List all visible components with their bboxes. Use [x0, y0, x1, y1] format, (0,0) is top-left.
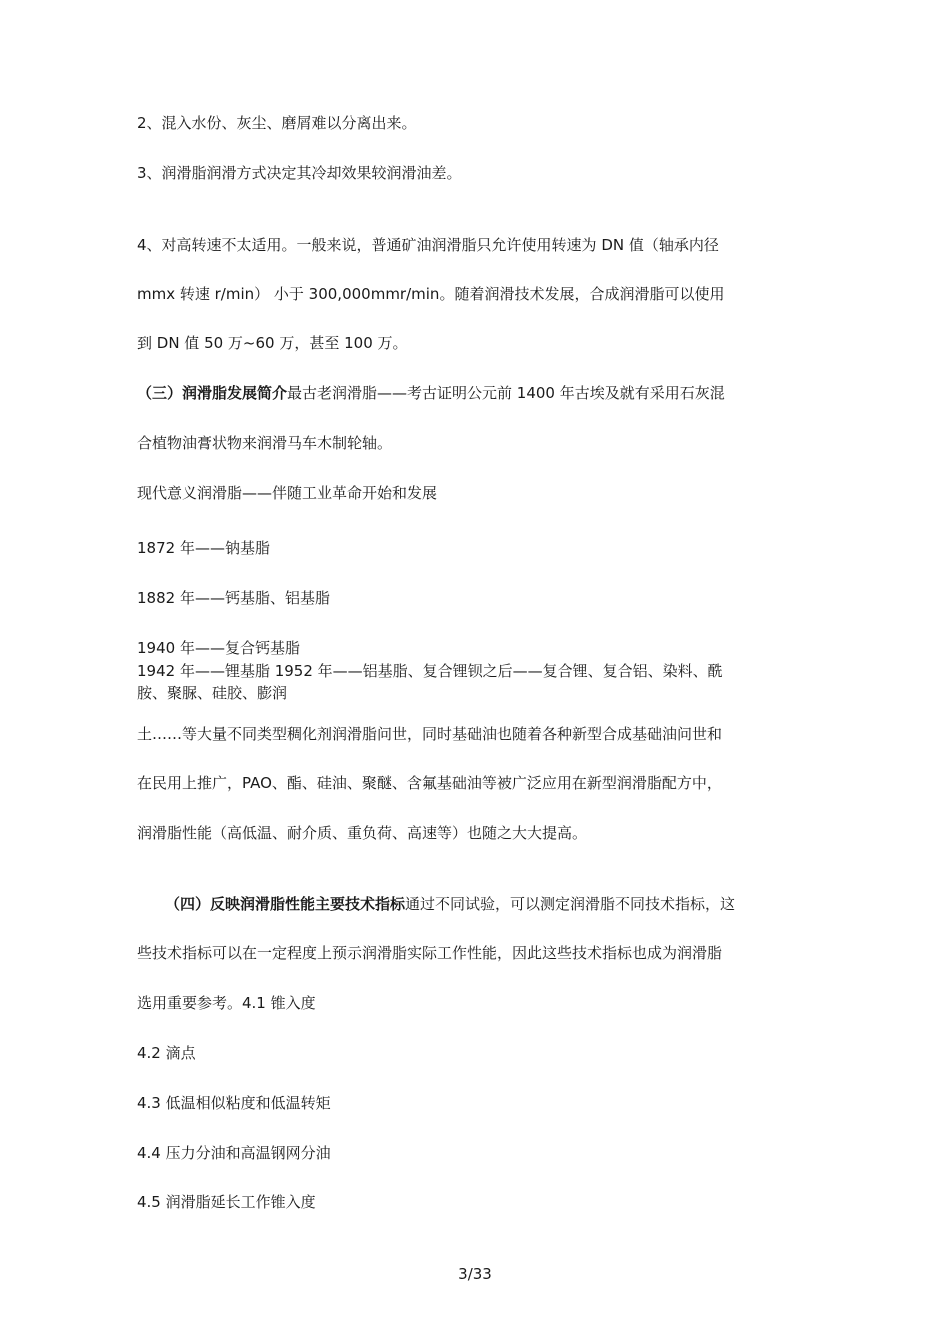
section-4-intro: 通过不同试验，可以测定润滑脂不同技术指标，这 [405, 895, 736, 913]
timeline-1882: 1882 年——钙基脂、铝基脂 [137, 589, 330, 607]
section-3-para-line-3: 润滑脂性能（高低温、耐介质、重负荷、高速等）也随之大大提高。 [137, 824, 588, 842]
timeline-1942-line-1: 1942 年——锂基脂 1952 年——铝基脂、复合锂钡之后——复合锂、复合铝、染料、酰 [137, 662, 723, 680]
section-4-first-line [165, 894, 735, 914]
section-3-line-2: 合植物油膏状物来润滑马车木制轮轴。 [137, 434, 393, 452]
indicator-4-2: 4.2 滴点 [137, 1044, 196, 1062]
section-3-para-line-1: 土……等大量不同类型稠化剂润滑脂问世，同时基础油也随着各种新型合成基础油问世和 [137, 725, 723, 743]
section-4-line-2: 些技术指标可以在一定程度上预示润滑脂实际工作性能，因此这些技术指标也成为润滑脂 [137, 944, 723, 962]
section-4-heading: （四）反映润滑脂性能主要技术指标 [165, 895, 406, 913]
section-3-heading: （三）润滑脂发展简介 [137, 384, 288, 402]
list-item-4-line-3: 到 DN 值 50 万~60 万，甚至 100 万。 [137, 334, 408, 352]
section-3-modern: 现代意义润滑脂——伴随工业革命开始和发展 [137, 484, 438, 502]
list-item-2: 2、混入水份、灰尘、磨屑难以分离出来。 [137, 114, 417, 132]
page-number: 3/33 [458, 1265, 492, 1283]
timeline-1872: 1872 年——钠基脂 [137, 539, 270, 557]
section-4-line-3: 选用重要参考。4.1 锥入度 [137, 994, 316, 1012]
list-item-3: 3、润滑脂润滑方式决定其冷却效果较润滑油差。 [137, 164, 462, 182]
indicator-4-5: 4.5 润滑脂延长工作锥入度 [137, 1193, 316, 1211]
list-item-4-line-2: mmx 转速 r/min） 小于 300,000mmr/min。随着润滑技术发展，合成润滑脂可以使用 [137, 285, 725, 303]
section-3-intro: 最古老润滑脂——考古证明公元前 1400 年古埃及就有采用石灰混 [287, 384, 725, 402]
indicator-4-3: 4.3 低温相似粘度和低温转矩 [137, 1094, 331, 1112]
section-3-first-line [137, 383, 725, 403]
indicator-4-4: 4.4 压力分油和高温钢网分油 [137, 1144, 331, 1162]
list-item-4-line-1: 4、对高转速不太适用。一般来说，普通矿油润滑脂只允许使用转速为 DN 值（轴承内径 [137, 236, 719, 254]
section-3-para-line-2: 在民用上推广，PAO、酯、硅油、聚醚、含氟基础油等被广泛应用在新型润滑脂配方中， [137, 774, 722, 792]
timeline-1942-line-2: 胺、聚脲、硅胶、膨润 [137, 684, 288, 702]
timeline-1940: 1940 年——复合钙基脂 [137, 639, 300, 657]
